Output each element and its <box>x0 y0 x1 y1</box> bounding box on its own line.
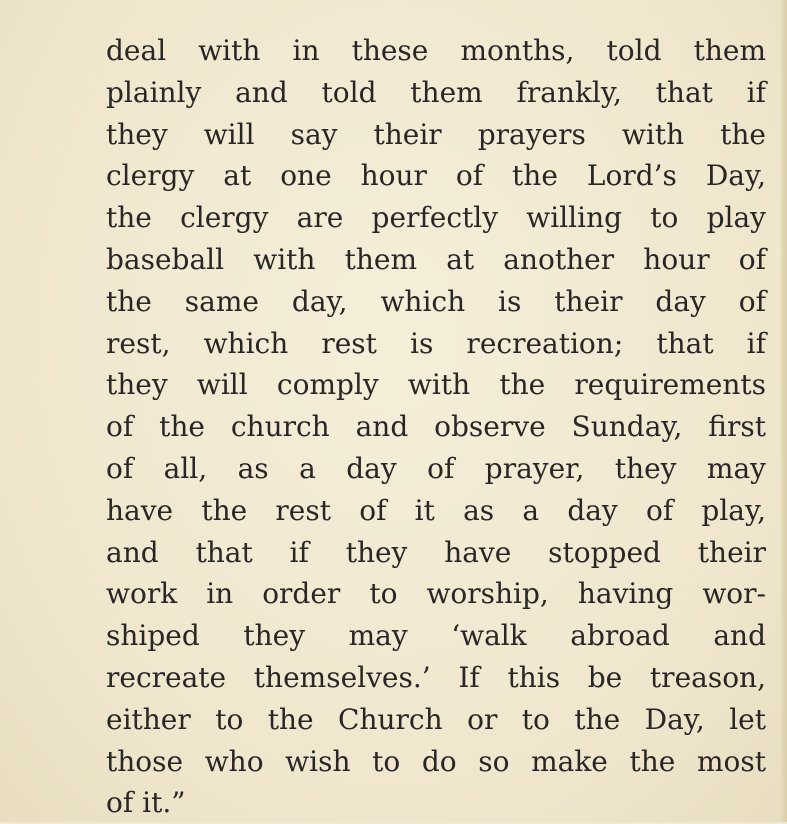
text-line: of all, as a day of prayer, they may <box>106 451 766 485</box>
text-line: those who wish to do so make the most <box>106 744 766 778</box>
text-line: plainly and told them frankly, that if <box>106 75 766 109</box>
text-line: and that if they have stopped their <box>106 535 766 569</box>
page-edge <box>781 0 787 822</box>
text-line: have the rest of it as a day of play, <box>106 493 766 527</box>
body-text <box>106 30 766 824</box>
text-line: rest, which rest is recreation; that if <box>106 326 766 360</box>
text-line: baseball with them at another hour of <box>106 242 766 276</box>
text-line: they will say their prayers with the <box>106 117 766 151</box>
text-line: they will comply with the requirements <box>106 368 766 402</box>
text-line: clergy at one hour of the Lord’s Day, <box>106 159 766 193</box>
text-line: of it.” <box>106 786 186 820</box>
text-line: shiped they may ‘walk abroad and <box>106 619 766 653</box>
text-line: of the church and observe Sunday, first <box>106 410 766 444</box>
text-line: recreate themselves.’ If this be treason, <box>106 660 766 694</box>
text-line: work in order to worship, having wor- <box>106 577 766 611</box>
text-line: deal with in these months, told them <box>106 34 766 67</box>
text-line: the same day, which is their day of <box>106 284 766 318</box>
text-line: either to the Church or to the Day, let <box>106 702 766 736</box>
text-line: the clergy are perfectly willing to play <box>106 201 766 235</box>
